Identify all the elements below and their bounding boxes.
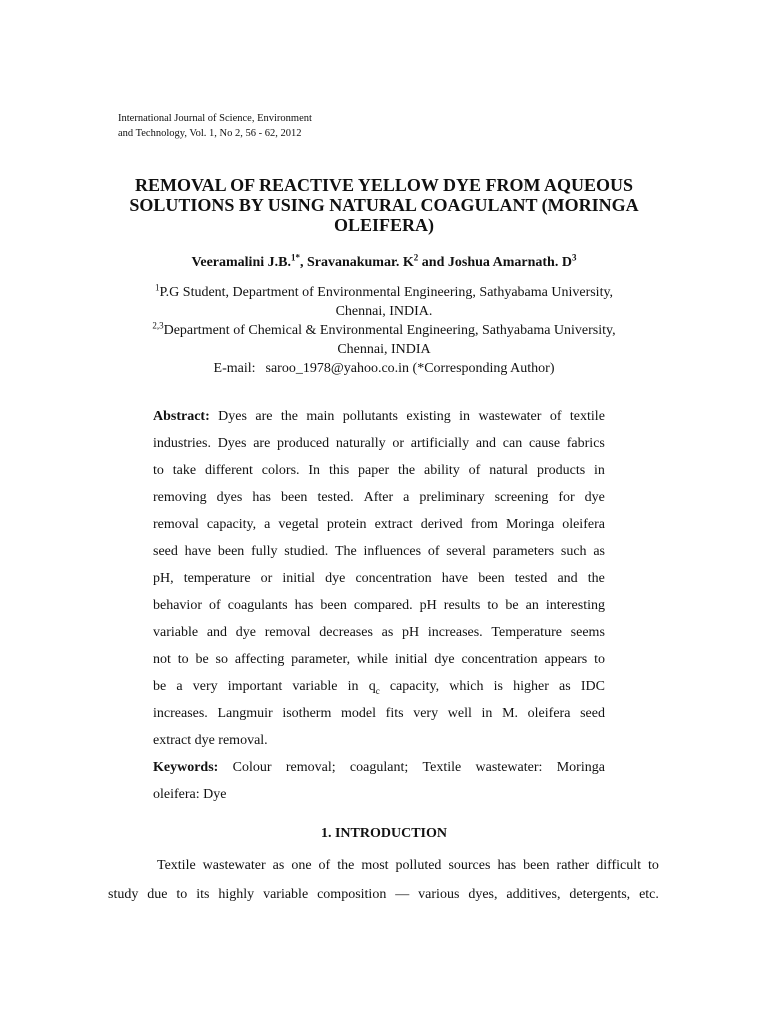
word: in [459, 409, 471, 424]
affiliation-superscript: 2,3 [152, 320, 164, 331]
word: — [395, 887, 410, 902]
abstract-line [153, 538, 605, 565]
word: of [427, 544, 440, 559]
section-heading: 1. INTRODUCTION [320, 826, 447, 841]
word: The [335, 544, 357, 559]
word: existing [406, 409, 451, 424]
word: pH, [153, 571, 174, 586]
abstract-line [153, 457, 605, 484]
word: have [441, 571, 469, 586]
affiliation-line: Chennai, INDIA [337, 342, 431, 357]
word: naturally [335, 436, 386, 451]
journal-citation [118, 111, 312, 141]
word: vegetal [278, 517, 319, 532]
word: most [361, 858, 389, 873]
title-line: OLEIFERA) [333, 215, 434, 235]
word: a [403, 490, 410, 505]
word: removal [264, 625, 311, 640]
word: coagulant; [349, 760, 409, 775]
word: to [487, 598, 499, 613]
word: an [525, 598, 539, 613]
abstract-line [153, 565, 605, 592]
word: been [217, 544, 245, 559]
word: etc. [639, 887, 659, 902]
abstract-line [153, 403, 605, 430]
word: increases. [427, 625, 483, 640]
q-letter: q [368, 679, 376, 694]
word: the [280, 409, 298, 424]
word: the [337, 858, 355, 873]
word: a [176, 679, 183, 694]
word: parameter, [291, 652, 351, 667]
word: a [264, 517, 271, 532]
word: so [215, 652, 228, 667]
word: removal [153, 517, 199, 532]
word: After [363, 490, 394, 505]
word: textile [569, 409, 605, 424]
word: and [557, 571, 578, 586]
word: extract [374, 517, 413, 532]
word: dye [235, 625, 256, 640]
word: variable [292, 679, 338, 694]
word: capacity, [206, 517, 257, 532]
abstract-section [153, 403, 605, 808]
word: tested [514, 571, 548, 586]
word: main [306, 409, 335, 424]
word: are [253, 436, 271, 451]
word: coagulants [227, 598, 288, 613]
word: screening [494, 490, 549, 505]
word: or [260, 571, 273, 586]
abstract-line: extract dye removal. [153, 733, 268, 748]
abstract-line [153, 592, 605, 619]
word: can [502, 436, 523, 451]
word: seed [580, 706, 605, 721]
word: in [594, 463, 605, 478]
word: variable [263, 887, 309, 902]
word: of [318, 858, 331, 873]
word: been [281, 490, 308, 505]
keywords-line: oleifera: Dye [153, 787, 227, 802]
word: affecting [234, 652, 285, 667]
word: one [291, 858, 312, 873]
word: wastewater [202, 858, 266, 873]
word: been [478, 571, 505, 586]
word: derived [420, 517, 463, 532]
word: behavior [153, 598, 202, 613]
word: the [587, 571, 605, 586]
word: the [398, 463, 416, 478]
abstract-line [153, 646, 605, 673]
word: not [153, 652, 171, 667]
word: temperature [183, 571, 251, 586]
word: very [413, 706, 439, 721]
word: Temperature [491, 625, 562, 640]
word: this [328, 463, 350, 478]
abstract-line [153, 619, 605, 646]
word: study [108, 887, 139, 902]
word: polluted [395, 858, 442, 873]
word: Textile [157, 858, 196, 873]
word: be [195, 652, 209, 667]
word: higher [513, 679, 549, 694]
word: pollutants [342, 409, 399, 424]
word: rather [556, 858, 590, 873]
word: dyes [216, 490, 243, 505]
word: pH [419, 598, 437, 613]
abstract-line [153, 430, 605, 457]
word: fully [251, 544, 278, 559]
word: colors. [261, 463, 300, 478]
word: for [558, 490, 575, 505]
word: or [392, 436, 405, 451]
abstract-line [153, 484, 605, 511]
introduction-text [108, 851, 659, 909]
word: preliminary [419, 490, 485, 505]
word: dye [584, 490, 605, 505]
word: capacity, [389, 679, 440, 694]
word: Langmuir [217, 706, 273, 721]
word: paper [358, 463, 390, 478]
word: important [227, 679, 283, 694]
word: influences [363, 544, 422, 559]
word: produced [277, 436, 330, 451]
word: Colour [232, 760, 272, 775]
author-superscript: 1* [290, 252, 300, 263]
word: dye [434, 652, 455, 667]
affiliation-superscript: 1 [154, 282, 160, 293]
word: oleifera [527, 706, 571, 721]
affiliations [110, 283, 658, 378]
word: M. [502, 706, 519, 721]
word: has [497, 858, 517, 873]
word: removal; [285, 760, 336, 775]
affiliation-text: P.G Student, Department of Environmental Engineering, Sathyabama University, [159, 285, 614, 300]
author-list [0, 254, 768, 272]
word: concentration [355, 571, 432, 586]
word: fits [385, 706, 404, 721]
word: parameters [492, 544, 555, 559]
word: variable [153, 625, 199, 640]
email-line [110, 359, 658, 378]
word: to [648, 858, 659, 873]
word: natural [489, 463, 529, 478]
word: various [418, 887, 460, 902]
journal-line: and Technology, Vol. 1, No 2, 56 - 62, 2012 [118, 128, 302, 139]
word: sources [448, 858, 491, 873]
word: to [176, 887, 188, 902]
word: dyes, [468, 887, 498, 902]
word: of [209, 598, 221, 613]
word: fabrics [566, 436, 605, 451]
word: results [443, 598, 481, 613]
paper-title [90, 175, 678, 235]
word: and [475, 436, 497, 451]
word: to [177, 652, 189, 667]
word: well [447, 706, 472, 721]
word: which [449, 679, 484, 694]
affiliation-line [110, 321, 658, 340]
word: artificially [410, 436, 470, 451]
abstract-line [153, 511, 605, 538]
word: removing [153, 490, 207, 505]
word: is [493, 679, 503, 694]
word: appears [544, 652, 588, 667]
author-name: and Joshua Amarnath. D [418, 255, 572, 270]
word: isotherm [282, 706, 332, 721]
affiliation-text: Department of Chemical & Environmental Engineering, Sathyabama University, [163, 323, 616, 338]
word: difficult [596, 858, 642, 873]
word: due [147, 887, 168, 902]
email-label: E-mail: [213, 361, 256, 376]
word: been [523, 858, 550, 873]
word: interesting [545, 598, 605, 613]
word: in [347, 679, 359, 694]
author-superscript: 3 [571, 252, 577, 263]
word: are [255, 409, 273, 424]
word: Moringa [556, 760, 605, 775]
author-superscript: 2 [413, 252, 419, 263]
word: been [320, 598, 347, 613]
word: compared. [353, 598, 413, 613]
word: model [341, 706, 376, 721]
keywords-label: Keywords: [153, 760, 219, 775]
word: concentration [461, 652, 538, 667]
word: initial [282, 571, 316, 586]
word: seems [570, 625, 605, 640]
word: oleifera [562, 517, 605, 532]
word: In [308, 463, 321, 478]
abstract-line [153, 673, 605, 700]
word: has [294, 598, 314, 613]
q-subscript: c [375, 685, 380, 696]
word: several [446, 544, 486, 559]
word: pH [402, 625, 420, 640]
affiliation-line: Chennai, INDIA. [335, 304, 433, 319]
word: Moringa [505, 517, 555, 532]
word: IDC [580, 679, 605, 694]
word: increases. [153, 706, 208, 721]
title-line: SOLUTIONS BY USING NATURAL COAGULANT (MORINGA [129, 195, 639, 215]
word: wastewater [478, 409, 542, 424]
word: highly [218, 887, 255, 902]
word: such [560, 544, 587, 559]
word: and [206, 625, 228, 640]
word: its [196, 887, 210, 902]
word: dye [325, 571, 346, 586]
qc-symbol [369, 673, 380, 700]
word: decreases [319, 625, 373, 640]
word: very [192, 679, 218, 694]
word: have [184, 544, 212, 559]
word: cause [528, 436, 561, 451]
word: additives, [506, 887, 561, 902]
word: composition [317, 887, 387, 902]
word: in [481, 706, 493, 721]
word: to [153, 463, 164, 478]
word: detergents, [569, 887, 631, 902]
author-name: Veeramalini J.B. [191, 255, 291, 270]
word: has [252, 490, 271, 505]
abstract-line [153, 700, 605, 727]
abstract-label: Abstract: [153, 409, 210, 424]
word: as [593, 544, 605, 559]
word: as [381, 625, 394, 640]
keywords-line [153, 754, 605, 781]
word: seed [153, 544, 178, 559]
word: products [536, 463, 586, 478]
word: be [153, 679, 167, 694]
word: tested. [317, 490, 354, 505]
word: studied. [284, 544, 329, 559]
word: different [204, 463, 253, 478]
word: be [505, 598, 519, 613]
word: Dyes [217, 436, 247, 451]
word: ability [424, 463, 460, 478]
body-line [108, 851, 659, 880]
word: Textile [422, 760, 462, 775]
journal-line: International Journal of Science, Environment [118, 113, 312, 124]
email-address[interactable]: saroo_1978@yahoo.co.in (*Corresponding Author) [265, 361, 555, 376]
word: wastewater: [475, 760, 543, 775]
word: protein [326, 517, 367, 532]
word: as [272, 858, 285, 873]
word: while [356, 652, 389, 667]
word: from [470, 517, 498, 532]
word: take [172, 463, 197, 478]
title-line: REMOVAL OF REACTIVE YELLOW DYE FROM AQUEOUS [134, 175, 634, 195]
word: of [549, 409, 562, 424]
affiliation-line [110, 283, 658, 302]
author-name: , Sravanakumar. K [299, 255, 414, 270]
word: to [594, 652, 605, 667]
word: Dyes [218, 409, 247, 424]
word: industries. [153, 436, 211, 451]
body-line [108, 880, 659, 909]
word: as [559, 679, 571, 694]
word: initial [394, 652, 428, 667]
word: of [468, 463, 481, 478]
